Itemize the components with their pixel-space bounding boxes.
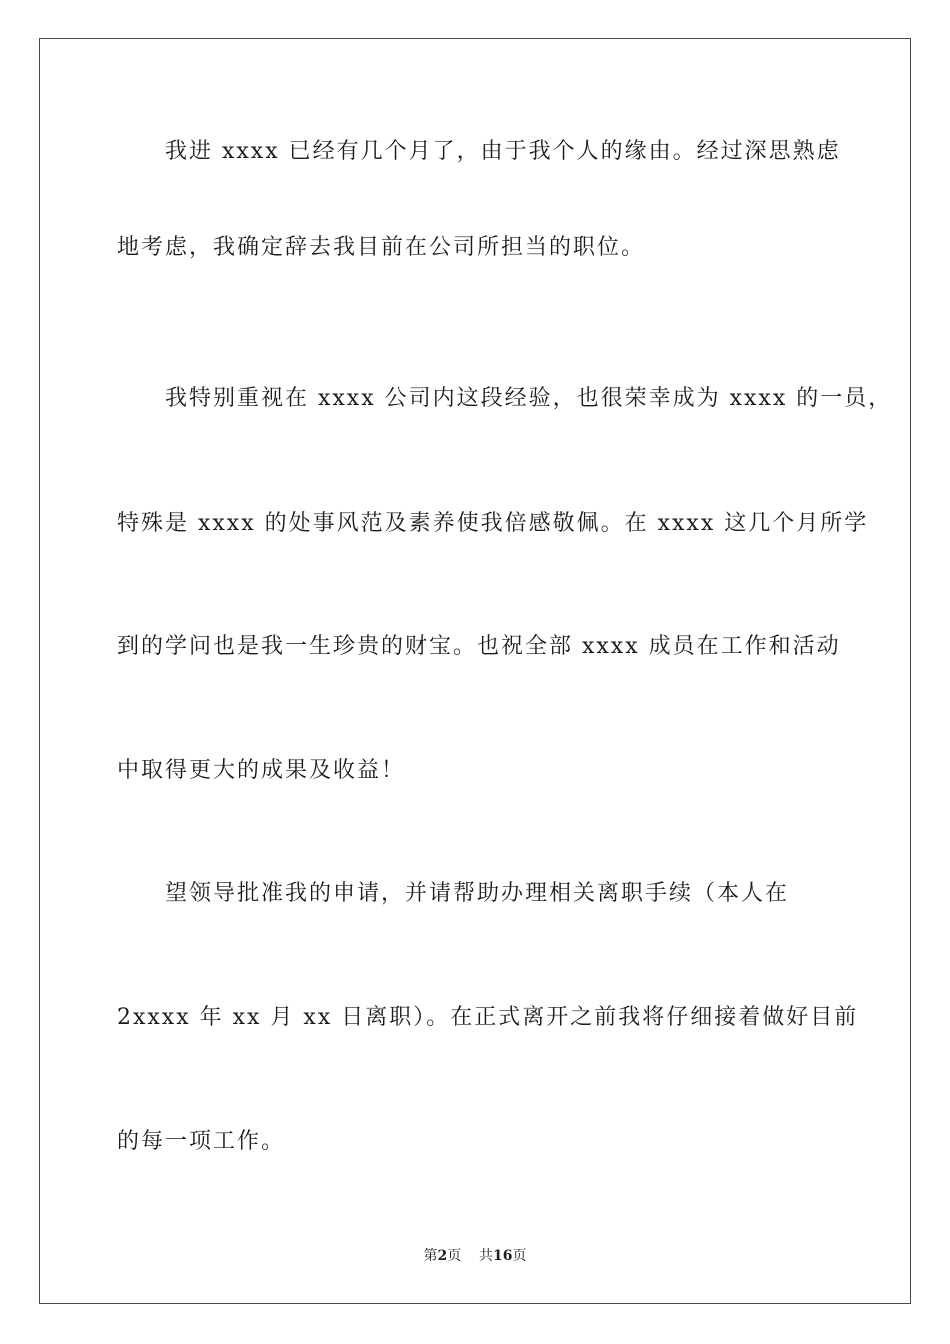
footer-total-pages: 16 <box>493 1248 513 1264</box>
paragraph-2-line-3: 到的学问也是我一生珍贵的财宝。也祝全部 xxxx 成员在工作和活动 <box>117 634 841 659</box>
footer-total-suffix: 页 <box>512 1248 527 1264</box>
footer-current-page: 2 <box>437 1248 448 1264</box>
footer-prefix: 第 <box>423 1248 438 1264</box>
paragraph-3-line-1: 望领导批准我的申请，并请帮助办理相关离职手续（本人在 <box>165 881 790 906</box>
page-border <box>39 38 911 1304</box>
paragraph-2-line-1: 我特别重视在 xxxx 公司内这段经验，也很荣幸成为 xxxx 的一员， <box>165 386 893 411</box>
page-footer <box>0 1246 950 1266</box>
paragraph-3-line-3: 的每一项工作。 <box>117 1129 286 1154</box>
paragraph-3-line-2: 2xxxx 年 xx 月 xx 日离职）。在正式离开之前我将仔细接着做好目前 <box>117 1005 859 1030</box>
paragraph-1-line-2: 地考虑，我确定辞去我目前在公司所担当的职位。 <box>117 235 646 260</box>
footer-page-suffix: 页 <box>447 1248 462 1264</box>
paragraph-1-line-1: 我进 xxxx 已经有几个月了，由于我个人的缘由。经过深思熟虑 <box>165 139 841 164</box>
paragraph-2-line-4: 中取得更大的成果及收益！ <box>117 758 406 783</box>
footer-total-prefix: 共 <box>479 1248 494 1264</box>
paragraph-2-line-2: 特殊是 xxxx 的处事风范及素养使我倍感敬佩。在 xxxx 这几个月所学 <box>117 511 869 536</box>
